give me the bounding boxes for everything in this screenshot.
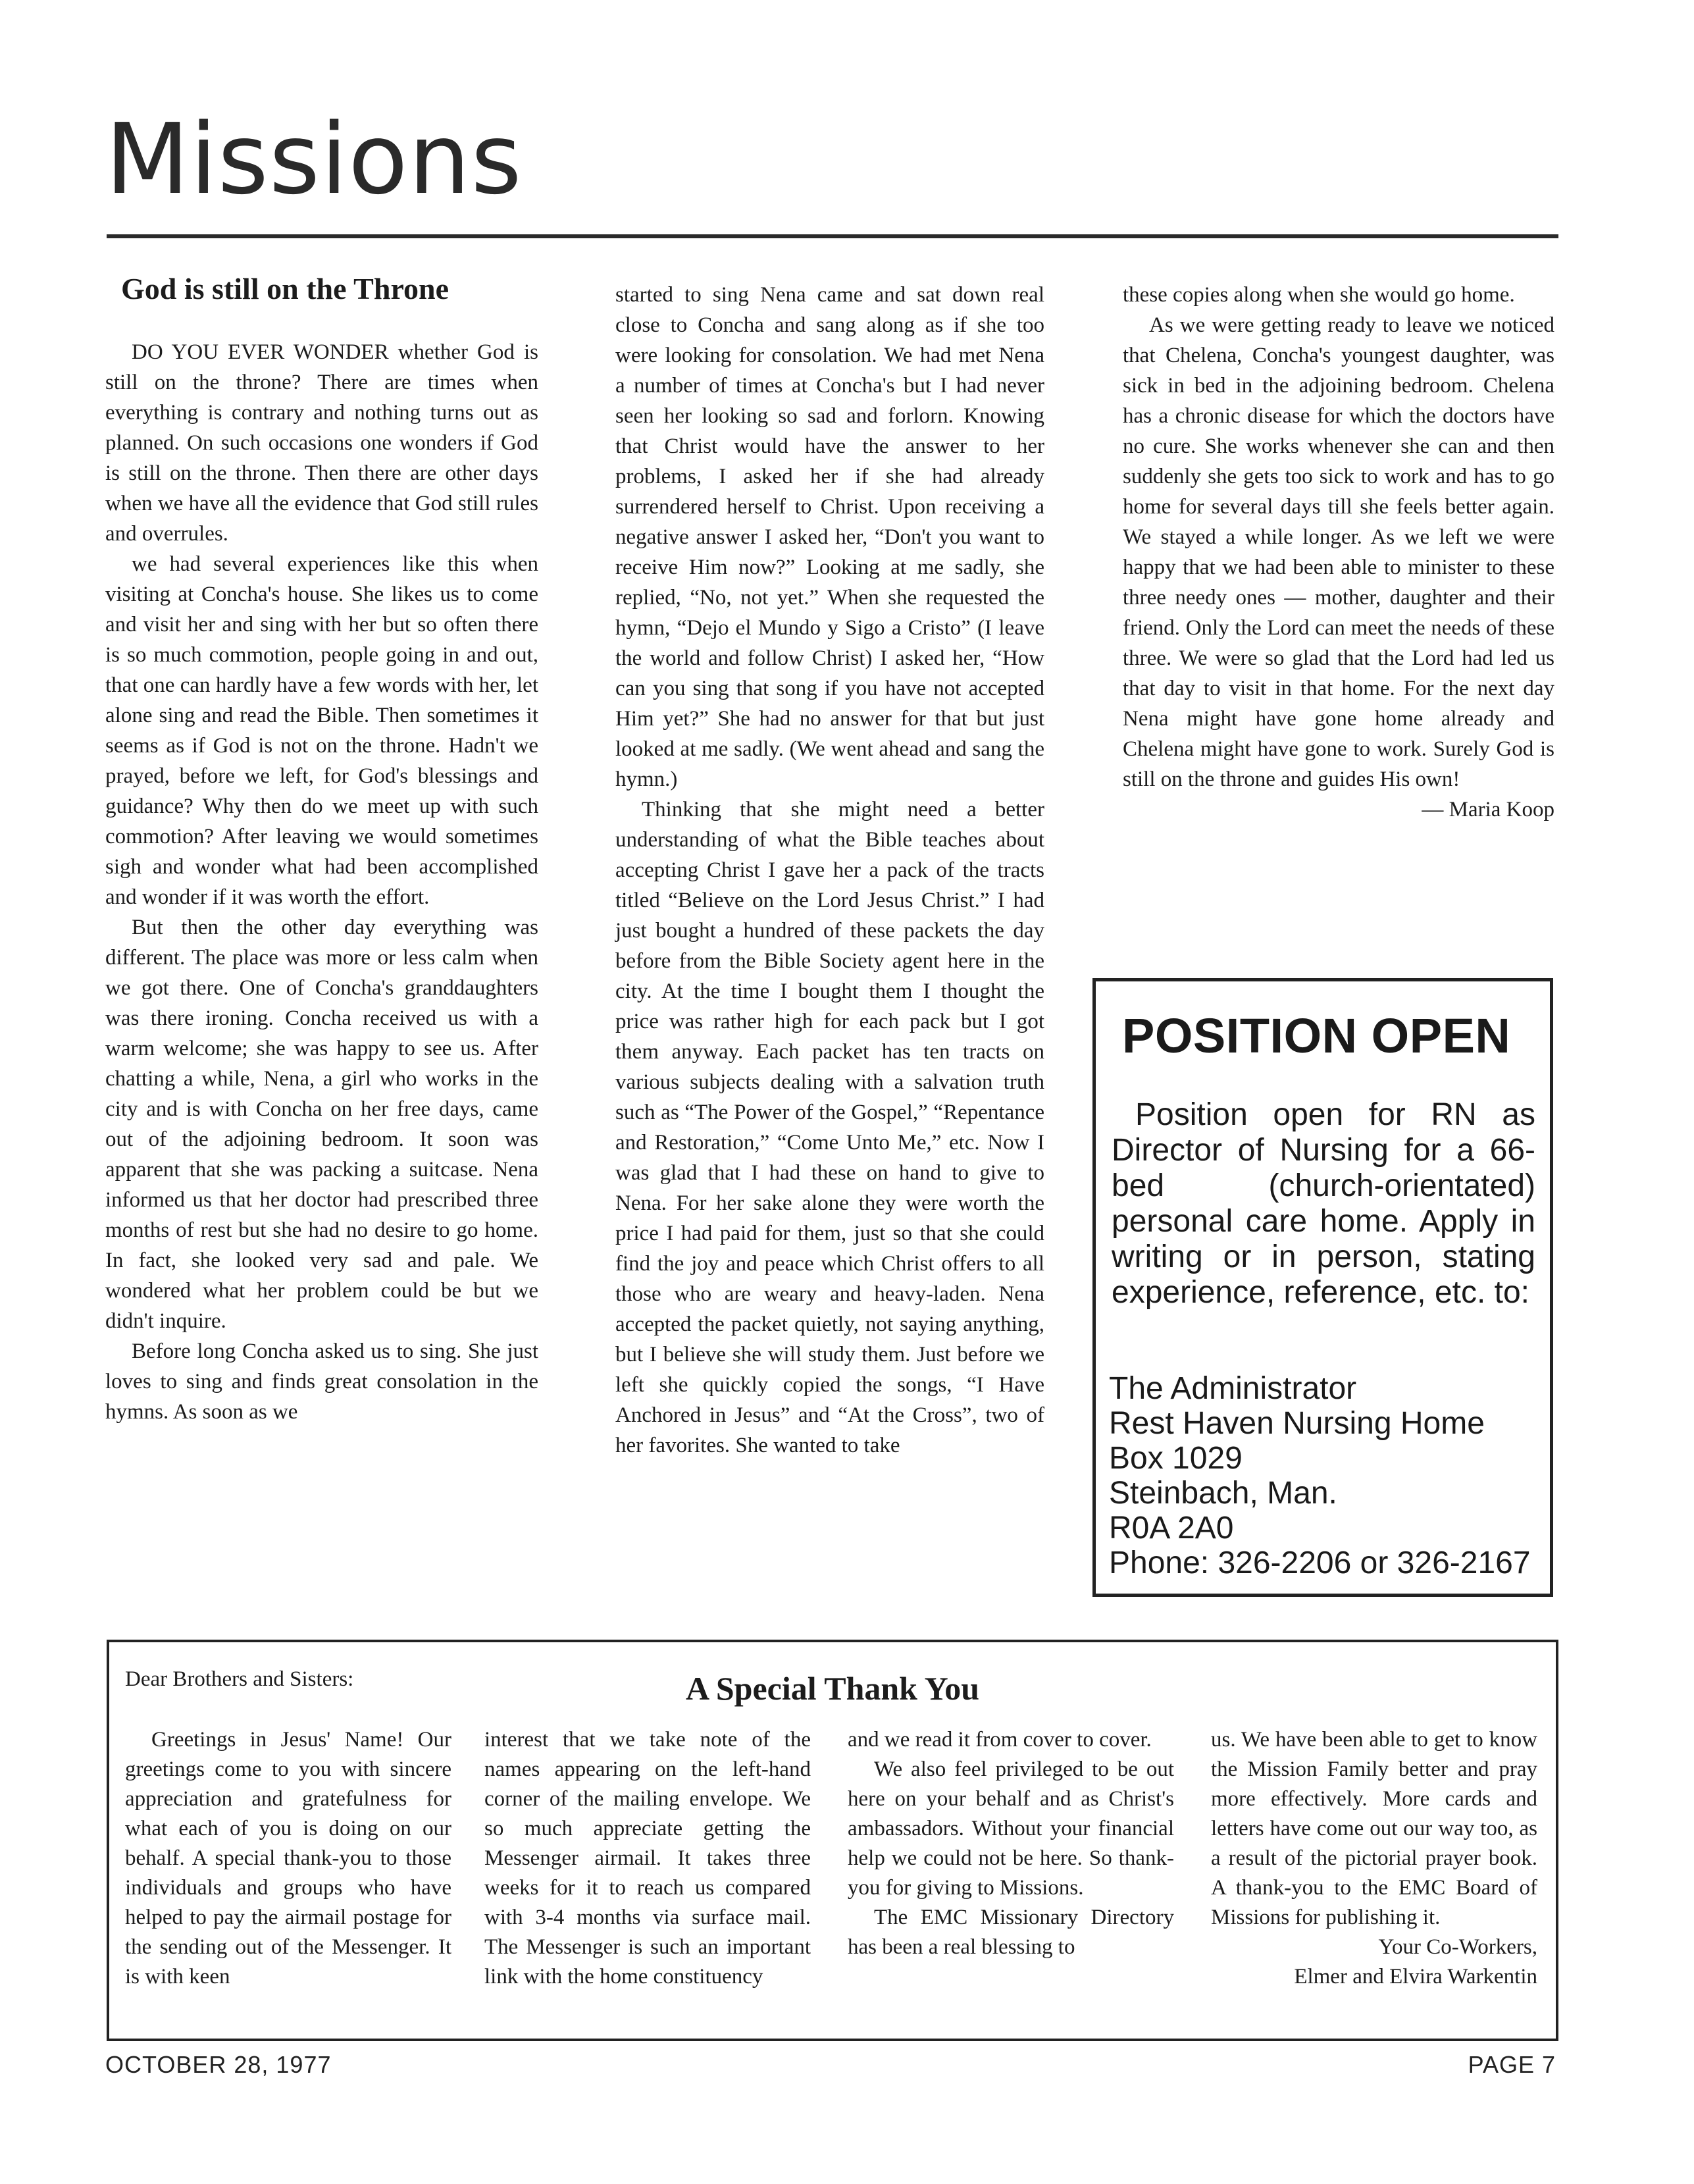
ad-address-line: Steinbach, Man. [1109,1476,1337,1511]
signers: Elmer and Elvira Warkentin [1294,1965,1537,1989]
article-paragraph: Before long Concha asked us to sing. She just loves to sing and finds great consolation in the hymns. As soon as we [105,1339,538,1424]
thank-column-2 [484,1725,811,1992]
footer-date: OCTOBER 28, 1977 [105,2051,332,2078]
position-open-ad [1092,978,1553,1597]
article-paragraph: these copies along when she would go home. [1123,283,1515,307]
thank-you-box [107,1640,1558,2041]
thank-paragraph: us. We have been able to get to know the Mission Family better and pray more effectively. More cards and letters have come out our way too, as a result of the pictorial prayer book. A thank-you to the EMC Board of Missions for publishing it. [1211,1728,1537,1929]
article-title: God is still on the Throne [121,272,449,305]
salutation: Dear Brothers and Sisters: [125,1667,354,1691]
thank-you-title: A Special Thank You [685,1670,980,1707]
ad-body: Position open for RN as Director of Nursing for a 66-bed (church-orientated) personal care home. Apply in writing or in person, stating experience, reference, etc. to: [1112,1097,1535,1310]
article-paragraph: But then the other day everything was different. The place was more or less calm when we got there. One of Concha's granddaughters was there ironing. Concha received us with a warm welcome; she was happy to see us. After chatting a while, Nena, a girl who works in the city and is with Concha on her free days, came out of the adjoining bedroom. It soon was apparent that she was packing a suitcase. Nena informed us that her doctor had prescribed three months of rest but she had no desire to go home. In fact, she looked very sad and pale. We wondered what her problem could be but we didn't inquire. [105,916,538,1333]
closing: Your Co-Workers, [1378,1935,1537,1959]
article-column-1 [105,337,538,1427]
thank-column-3 [848,1725,1174,1962]
ad-address-line: The Administrator [1109,1371,1357,1406]
article-paragraph: we had several experiences like this when visiting at Concha's house. She likes us to come and visit her and sing with her but so often there is so much commotion, people going in and out, that one can hardly have a few words with her, let alone sing and read the Bible. Then sometimes it seems as if God is not on the throne. Hadn't we prayed, before we left, for God's blessings and guidance? Why then do we meet up with such commotion? After leaving we would sometimes sigh and wonder what had been accomplished and wonder if it was worth the effort. [105,552,538,909]
article-paragraph: Thinking that she might need a better understanding of what the Bible teaches about accepting Christ I gave her a pack of the tracts titled “Believe on the Lord Jesus Christ.” I had just bought a hundred of these packets the day before from the Bible Society agent here in the city. At the time I bought them I thought the price was rather high for each pack but I got them anyway. Each packet has ten tracts on various subjects dealing with a salvation truth such as “The Power of the Gospel,” “Repentance and Restoration,” “Come Unto Me,” etc. Now I was glad that I had these on hand to give to Nena. For her sake alone they were worth the price I had paid for them, just so that she could find the joy and peace which Christ offers to all those who are weary and heavy-laden. Nena accepted the packet quietly, not saying anything, but I believe she will study them. Just before we left she quickly copied the songs, “I Have Anchored in Jesus” and “At the Cross”, two of her favorites. She wanted to take [615,798,1044,1457]
article-paragraph: started to sing Nena came and sat down real close to Concha and sang along as if she too were looking for consolation. We had met Nena a number of times at Concha's but I had never seen her looking so sad and forlorn. Knowing that Christ would have the answer to her problems, I asked her if she had already surrendered herself to Christ. Upon receiving a negative answer I asked her, “Don't you want to receive Him now?” Looking at me sadly, she replied, “No, not yet.” When she requested the hymn, “Dejo el Mundo y Sigo a Cristo” (I leave the world and follow Christ) I asked her, “How can you sing that song if you have not accepted Him yet?” She had no answer for that but just looked at me sadly. (We went ahead and sang the hymn.) [615,283,1044,791]
article-column-3 [1123,280,1554,825]
header-rule [107,234,1558,238]
ad-address [1109,1371,1543,1580]
thank-paragraph: The EMC Missionary Directory has been a real blessing to [848,1906,1174,1959]
article-column-2 [615,280,1044,1461]
article-paragraph: As we were getting ready to leave we noticed that Chelena, Concha's youngest daughter, was sick in bed in the adjoining bedroom. Chelena has a chronic disease for which the doctors have no cure. She works whenever she can and then suddenly she gets too sick to work and has to go home for several days till she feels better again. We stayed a while longer. As we left we were happy that we had been able to minister to these three needy ones — mother, daughter and their friend. Only the Lord can meet the needs of these three. We were so glad that the Lord had led us that day to visit in that home. For the next day Nena might have gone home already and Chelena might have gone to work. Surely God is still on the throne and guides His own! [1123,313,1554,791]
thank-paragraph: interest that we take note of the names appearing on the left-hand corner of the mailing envelope. We so much appreciate getting the Messenger airmail. It takes three weeks for it to reach us compared with 3-4 months via surface mail. The Messenger is such an important link with the home constituency [484,1728,811,1989]
section-title: Missions [105,103,523,216]
thank-paragraph: We also feel privileged to be out here on your behalf and as Christ's ambassadors. Without your financial help we could not be here. So thank-you for giving to Missions. [848,1757,1174,1900]
ad-phone: Phone: 326-2206 or 326-2167 [1109,1546,1531,1580]
article-signature: — Maria Koop [1422,798,1554,821]
ad-address-line: Box 1029 [1109,1441,1243,1476]
thank-column-4 [1211,1725,1537,1992]
footer-page-number: PAGE 7 [1468,2051,1556,2078]
ad-address-line: R0A 2A0 [1109,1511,1234,1546]
thank-paragraph: Greetings in Jesus' Name! Our greetings come to you with sincere appreciation and gratefulness for what each of you is doing on our behalf. A special thank-you to those individuals and groups who have helped to pay the airmail postage for the sending out of the Messenger. It is with keen [125,1728,451,1989]
ad-title: POSITION OPEN [1122,1008,1511,1063]
ad-address-line: Rest Haven Nursing Home [1109,1406,1485,1441]
article-paragraph: DO YOU EVER WONDER whether God is still on the throne? There are times when everything is contrary and nothing turns out as planned. On such occasions one wonders if God is still on the throne. Then there are other days when we have all the evidence that God still rules and overrules. [105,340,538,546]
thank-paragraph: and we read it from cover to cover. [848,1728,1152,1752]
thank-column-1 [125,1725,451,1992]
